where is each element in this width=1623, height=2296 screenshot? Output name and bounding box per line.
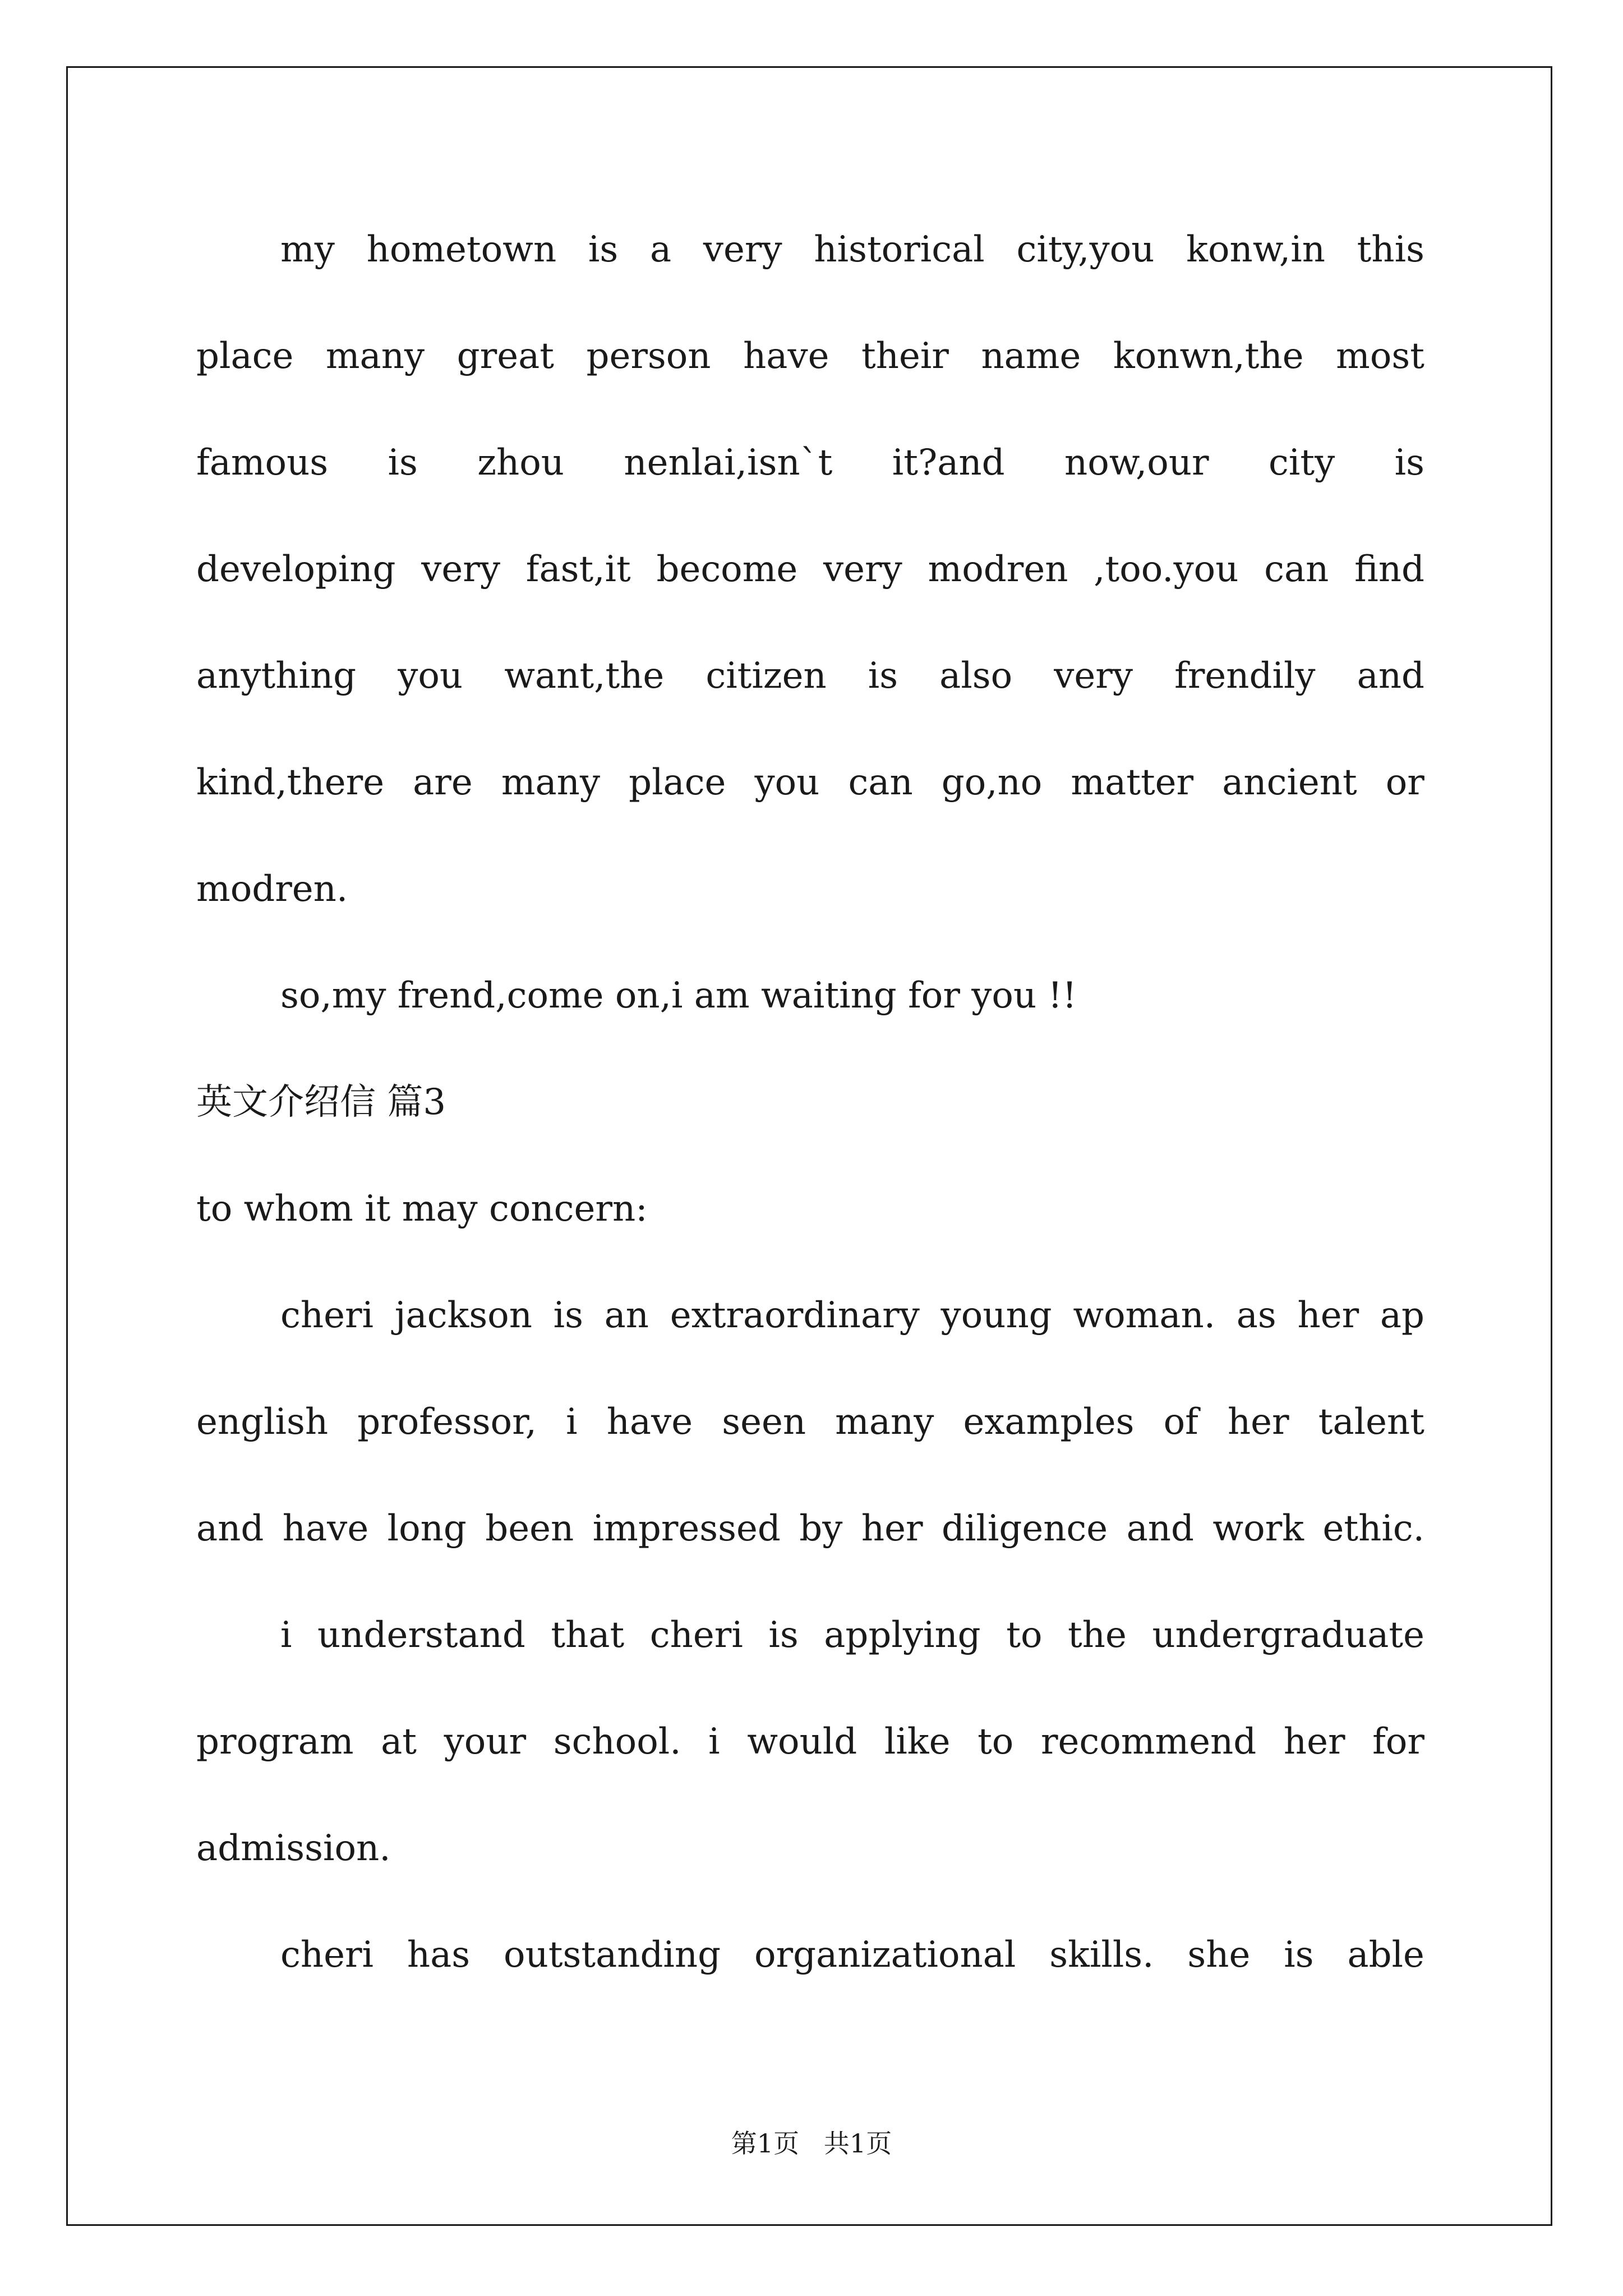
word: cheri xyxy=(280,1934,374,1976)
text-line xyxy=(196,642,1424,749)
word: many xyxy=(835,1401,934,1443)
word: very xyxy=(1054,655,1133,697)
word: a xyxy=(649,229,672,270)
word: been xyxy=(485,1508,574,1549)
word: famous xyxy=(196,442,329,484)
word: is xyxy=(868,655,898,697)
word: my xyxy=(280,229,335,270)
word: is xyxy=(588,229,619,270)
line-text: to whom it may concern: xyxy=(196,1188,648,1230)
word: her xyxy=(1227,1401,1289,1443)
word: an xyxy=(604,1295,649,1336)
text-line xyxy=(196,962,1424,1069)
word: like xyxy=(884,1721,951,1763)
word: place xyxy=(629,762,726,803)
word: modren xyxy=(928,549,1068,590)
word: i xyxy=(708,1721,720,1763)
word: or xyxy=(1385,762,1424,803)
text-line xyxy=(196,855,1424,962)
word: diligence xyxy=(941,1508,1108,1549)
word: konwn,the xyxy=(1113,335,1304,377)
word: it?and xyxy=(892,442,1005,484)
word: you xyxy=(398,655,463,697)
word: want,the xyxy=(504,655,665,697)
word: work xyxy=(1212,1508,1304,1549)
word: name xyxy=(981,335,1081,377)
word: is xyxy=(1394,442,1424,484)
text-line xyxy=(196,536,1424,642)
word: is xyxy=(388,442,418,484)
word: young xyxy=(940,1295,1052,1336)
word: jackson xyxy=(394,1295,532,1336)
word: very xyxy=(703,229,782,270)
text-line xyxy=(196,1282,1424,1388)
word: at xyxy=(381,1721,417,1763)
word: english xyxy=(196,1401,329,1443)
word: many xyxy=(325,335,425,377)
word: most xyxy=(1336,335,1424,377)
word: cheri xyxy=(280,1295,374,1336)
word: great xyxy=(457,335,554,377)
word: program xyxy=(196,1721,354,1763)
word: by xyxy=(799,1508,843,1549)
word: go,no xyxy=(941,762,1043,803)
word: fast,it xyxy=(525,549,631,590)
word: has xyxy=(407,1934,471,1976)
word: i xyxy=(280,1614,292,1656)
line-text: so,my frend,come on,i am waiting for you !! xyxy=(280,975,1077,1016)
word: many xyxy=(501,762,601,803)
word: recommend xyxy=(1040,1721,1257,1763)
word: seen xyxy=(722,1401,806,1443)
word: are xyxy=(413,762,473,803)
word: historical xyxy=(814,229,985,270)
word: very xyxy=(421,549,501,590)
line-text: admission. xyxy=(196,1828,391,1869)
word: place xyxy=(196,335,294,377)
text-line xyxy=(196,323,1424,429)
section-heading xyxy=(196,1069,1424,1175)
word: to xyxy=(1006,1614,1043,1656)
word: matter xyxy=(1071,762,1194,803)
word: now,our xyxy=(1064,442,1209,484)
word: and xyxy=(196,1508,264,1549)
word: is xyxy=(1284,1934,1314,1976)
word: applying xyxy=(824,1614,981,1656)
text-line xyxy=(196,1815,1424,1921)
line-text: modren. xyxy=(196,868,348,910)
word: you xyxy=(754,762,820,803)
word: their xyxy=(861,335,949,377)
word: find xyxy=(1354,549,1424,590)
word: this xyxy=(1357,229,1424,270)
word: your xyxy=(444,1721,527,1763)
word: woman. xyxy=(1073,1295,1216,1336)
word: become xyxy=(656,549,798,590)
word: have xyxy=(606,1401,693,1443)
word: undergraduate xyxy=(1152,1614,1424,1656)
word: she xyxy=(1187,1934,1251,1976)
word: developing xyxy=(196,549,396,590)
word: her xyxy=(1283,1721,1345,1763)
word: outstanding xyxy=(504,1934,721,1976)
text-line xyxy=(196,216,1424,323)
word: impressed xyxy=(592,1508,781,1549)
word: ap xyxy=(1380,1295,1424,1336)
word: is xyxy=(553,1295,583,1336)
word: also xyxy=(939,655,1013,697)
text-line xyxy=(196,1388,1424,1495)
word: would xyxy=(747,1721,857,1763)
line-text: 英文介绍信 篇3 xyxy=(196,1082,446,1123)
word: person xyxy=(586,335,711,377)
text-line xyxy=(196,1921,1424,2028)
word: is xyxy=(768,1614,799,1656)
word: her xyxy=(1297,1295,1359,1336)
word: very xyxy=(823,549,902,590)
word: frendily xyxy=(1174,655,1316,697)
text-line xyxy=(196,749,1424,855)
word: able xyxy=(1347,1934,1424,1976)
word: and xyxy=(1357,655,1424,697)
word: examples xyxy=(963,1401,1135,1443)
word: have xyxy=(282,1508,369,1549)
word: ethic. xyxy=(1322,1508,1424,1549)
word: anything xyxy=(196,655,357,697)
word: talent xyxy=(1318,1401,1424,1443)
word: organizational xyxy=(754,1934,1016,1976)
word: city,you xyxy=(1016,229,1155,270)
word: for xyxy=(1372,1721,1424,1763)
word: to xyxy=(978,1721,1014,1763)
word: konw,in xyxy=(1186,229,1325,270)
text-line xyxy=(196,1602,1424,1708)
word: ancient xyxy=(1222,762,1357,803)
word: of xyxy=(1163,1401,1198,1443)
word: and xyxy=(1126,1508,1194,1549)
word: school. xyxy=(553,1721,681,1763)
word: citizen xyxy=(706,655,827,697)
text-line xyxy=(196,1495,1424,1602)
word: zhou xyxy=(477,442,564,484)
word: i xyxy=(566,1401,578,1443)
text-line xyxy=(196,1175,1424,1282)
word: extraordinary xyxy=(670,1295,920,1336)
word: understand xyxy=(317,1614,525,1656)
word: the xyxy=(1068,1614,1127,1656)
word: can xyxy=(848,762,913,803)
word: that xyxy=(551,1614,625,1656)
text-line xyxy=(196,429,1424,536)
word: nenlai,isn`t xyxy=(624,442,833,484)
page-footer: 第1页 共1页 xyxy=(731,2128,892,2159)
word: her xyxy=(861,1508,923,1549)
word: kind,there xyxy=(196,762,385,803)
word: ,too.you xyxy=(1094,549,1239,590)
document-body xyxy=(196,216,1424,2028)
word: professor, xyxy=(357,1401,537,1443)
word: hometown xyxy=(366,229,557,270)
word: as xyxy=(1236,1295,1276,1336)
word: skills. xyxy=(1049,1934,1154,1976)
word: have xyxy=(743,335,829,377)
word: can xyxy=(1264,549,1329,590)
word: long xyxy=(387,1508,467,1549)
word: cheri xyxy=(649,1614,743,1656)
word: city xyxy=(1269,442,1335,484)
text-line xyxy=(196,1708,1424,1815)
